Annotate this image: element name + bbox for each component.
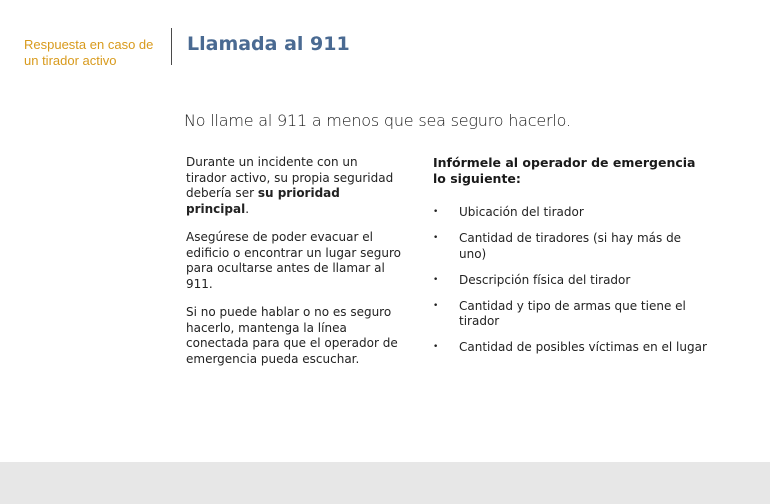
list-item-text: Ubicación del tirador xyxy=(459,205,584,219)
list-item-text: Cantidad de tiradores (si hay más de uno) xyxy=(459,231,682,261)
section-label: Respuesta en caso de un tirador activo xyxy=(24,37,154,68)
bullet-icon: • xyxy=(433,233,439,243)
right-column xyxy=(433,155,708,366)
bullet-icon: • xyxy=(433,300,439,311)
bullet-icon: • xyxy=(433,274,439,285)
paragraph-end: . xyxy=(245,201,250,216)
list-item-text: Descripción física del tirador xyxy=(459,272,631,287)
list-item xyxy=(433,205,708,221)
bullet-icon: • xyxy=(433,342,439,352)
list-item-text: Cantidad de posibles víctimas en el lugar xyxy=(459,340,707,354)
info-list xyxy=(433,205,708,356)
paragraph-text: Durante un incidente con un tirador activo, su propia seguridad debería ser xyxy=(186,155,394,200)
list-item xyxy=(433,299,708,330)
paragraph-keep-line-open: Si no puede hablar o no es seguro hacerlo, mantenga la línea conectada para que el operador de emergencia pueda escuchar. xyxy=(186,305,398,366)
lead-statement: No llame al 911 a menos que sea seguro hacerlo. xyxy=(184,111,571,130)
page-title: Llamada al 911 xyxy=(187,33,350,55)
paragraph-safety-priority xyxy=(186,155,401,217)
emphasis-text: su prioridad principal xyxy=(186,186,340,216)
list-item-text: Cantidad y tipo de armas que tiene el tirador xyxy=(459,298,686,328)
list-item xyxy=(433,340,708,356)
bullet-icon: • xyxy=(433,207,439,217)
left-column xyxy=(186,155,401,380)
list-item xyxy=(433,231,708,262)
paragraph-evacuate: Asegúrese de poder evacuar el edificio o encontrar un lugar seguro para ocultarse antes de llamar al 911. xyxy=(186,230,401,291)
right-column-heading: Infórmele al operador de emergencia lo siguiente: xyxy=(433,155,696,186)
footer-bar xyxy=(0,462,770,504)
list-item xyxy=(433,273,708,289)
header-divider xyxy=(171,28,172,65)
